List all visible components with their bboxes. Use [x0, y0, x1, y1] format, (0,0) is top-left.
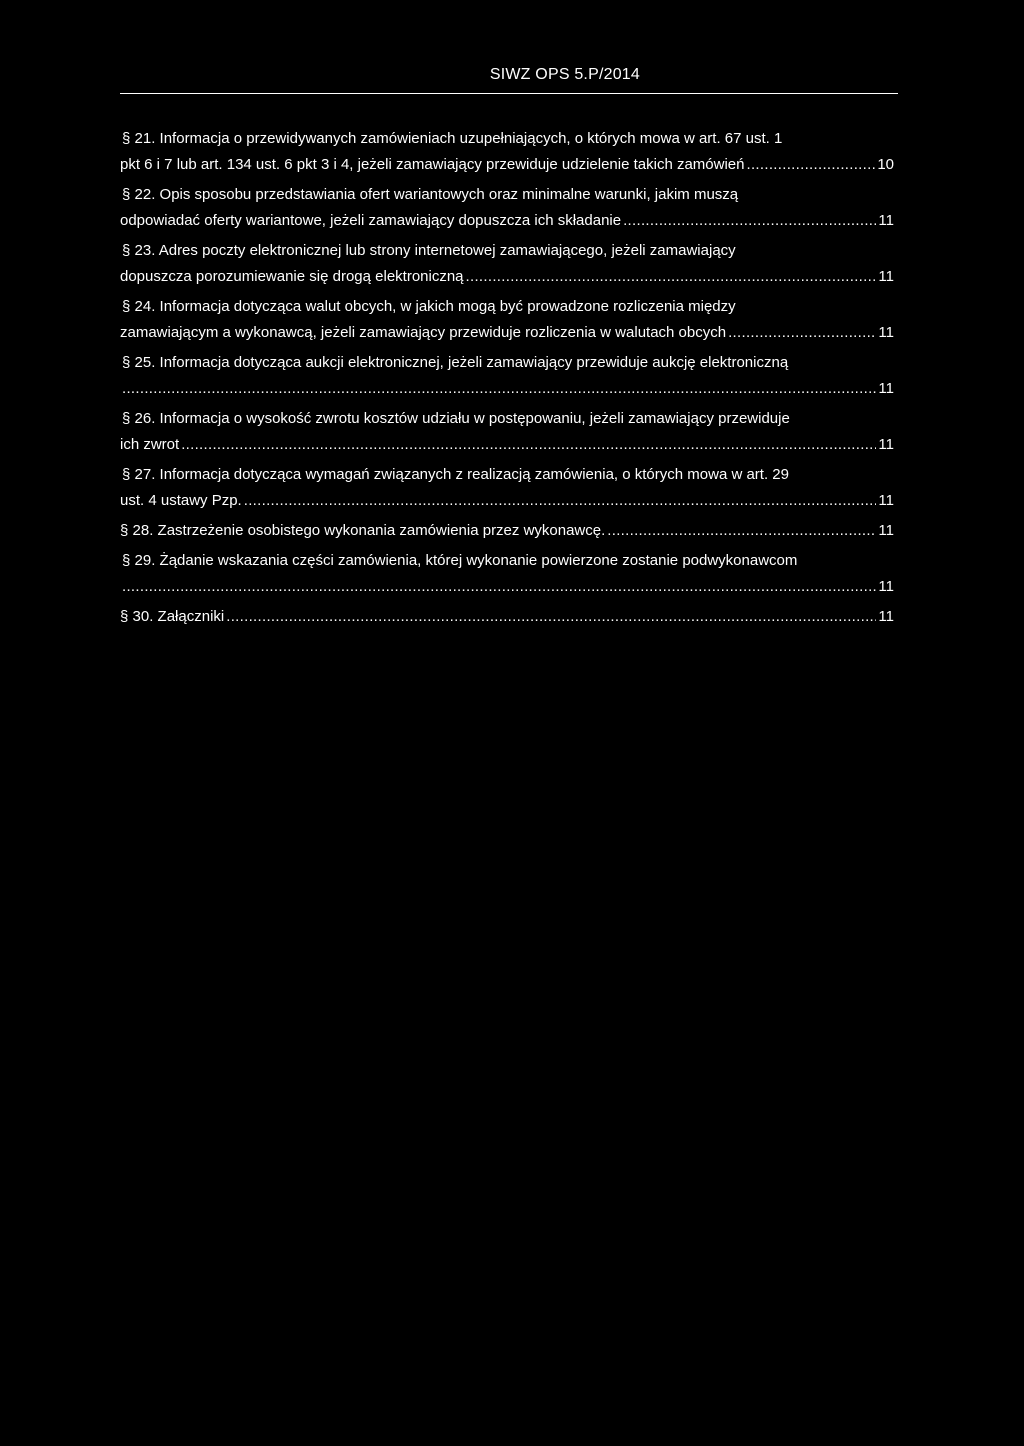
toc-entry-26[interactable]: [120, 406, 894, 458]
toc-entry-number: § 23.: [122, 242, 156, 259]
toc-entry-text: Żądanie wskazania części zamówienia, której wykonanie powierzone zostanie podwykonawcom: [159, 552, 798, 569]
toc-entry-text-cont: ust. 4 ustawy Pzp.: [120, 492, 242, 509]
toc-entry-text-cont: odpowiadać oferty wariantowe, jeżeli zamawiający dopuszcza ich składanie: [120, 212, 622, 229]
toc-entry-25[interactable]: [120, 350, 894, 402]
toc-page-number: 11: [878, 608, 894, 625]
toc-entry-number: § 21.: [122, 130, 156, 147]
toc-page-number: 11: [878, 380, 894, 397]
table-of-contents: [120, 126, 894, 634]
toc-entry-22[interactable]: [120, 182, 894, 234]
toc-page-number: 11: [878, 212, 894, 229]
toc-page-number: 11: [878, 268, 894, 285]
toc-page-number: 11: [878, 492, 894, 509]
dot-leader: [181, 432, 876, 458]
toc-entry-29[interactable]: [120, 548, 894, 600]
toc-entry-number: § 24.: [122, 298, 156, 315]
dot-leader: [122, 376, 876, 402]
toc-entry-number: § 22.: [122, 186, 156, 203]
toc-entry-23[interactable]: [120, 238, 894, 290]
toc-entry-number: § 27.: [122, 466, 156, 483]
toc-entry-text: Informacja o przewidywanych zamówieniach uzupełniających, o których mowa w art. 67 ust. 1: [159, 130, 783, 147]
dot-leader: [607, 518, 876, 544]
toc-entry-text: Informacja o wysokość zwrotu kosztów udziału w postępowaniu, jeżeli zamawiający przewiduje: [159, 410, 790, 427]
header-rule: [120, 93, 898, 94]
toc-entry-21[interactable]: [120, 126, 894, 178]
toc-entry-number: § 26.: [122, 410, 156, 427]
toc-entry-text-cont: pkt 6 i 7 lub art. 134 ust. 6 pkt 3 i 4, jeżeli zamawiający przewiduje udzielenie takich zamówień: [120, 156, 745, 173]
dot-leader: [244, 488, 877, 514]
toc-entry-24[interactable]: [120, 294, 894, 346]
toc-entry-text: Informacja dotycząca wymagań związanych z realizacją zamówienia, o których mowa w art. 29: [159, 466, 789, 483]
toc-entry-28[interactable]: [120, 518, 894, 544]
toc-entry-text: Informacja dotycząca walut obcych, w jakich mogą być prowadzone rozliczenia między: [159, 298, 736, 315]
document-title: SIWZ OPS 5.P/2014: [489, 66, 640, 83]
toc-entry-text: Zastrzeżenie osobistego wykonania zamówienia przez wykonawcę.: [157, 522, 606, 539]
toc-entry-text: Informacja dotycząca aukcji elektronicznej, jeżeli zamawiający przewiduje aukcję elektroniczną: [159, 354, 789, 371]
toc-page-number: 11: [878, 324, 894, 341]
toc-entry-text: Adres poczty elektronicznej lub strony internetowej zamawiającego, jeżeli zamawiający: [158, 242, 736, 259]
toc-entry-text: Załączniki: [157, 608, 225, 625]
dot-leader: [623, 208, 876, 234]
toc-entry-number: § 25.: [122, 354, 156, 371]
dot-leader: [728, 320, 876, 346]
toc-entry-text-cont: ich zwrot: [120, 436, 180, 453]
toc-entry-number: § 30.: [120, 608, 154, 625]
toc-entry-27[interactable]: [120, 462, 894, 514]
toc-page-number: 11: [878, 578, 894, 595]
toc-entry-text-cont: dopuszcza porozumiewanie się drogą elektroniczną: [120, 268, 464, 285]
toc-page-number: 10: [877, 156, 894, 173]
dot-leader: [466, 264, 877, 290]
toc-entry-text-cont: zamawiającym a wykonawcą, jeżeli zamawiający przewiduje rozliczenia w walutach obcych: [120, 324, 727, 341]
toc-entry-text: Opis sposobu przedstawiania ofert wariantowych oraz minimalne warunki, jakim muszą: [159, 186, 739, 203]
dot-leader: [226, 604, 876, 630]
dot-leader: [747, 152, 876, 178]
toc-page-number: 11: [878, 436, 894, 453]
toc-entry-30[interactable]: [120, 604, 894, 630]
toc-page-number: 11: [878, 522, 894, 539]
toc-entry-number: § 28.: [120, 522, 154, 539]
toc-entry-number: § 29.: [122, 552, 156, 569]
page-header: [120, 66, 898, 94]
dot-leader: [122, 574, 876, 600]
